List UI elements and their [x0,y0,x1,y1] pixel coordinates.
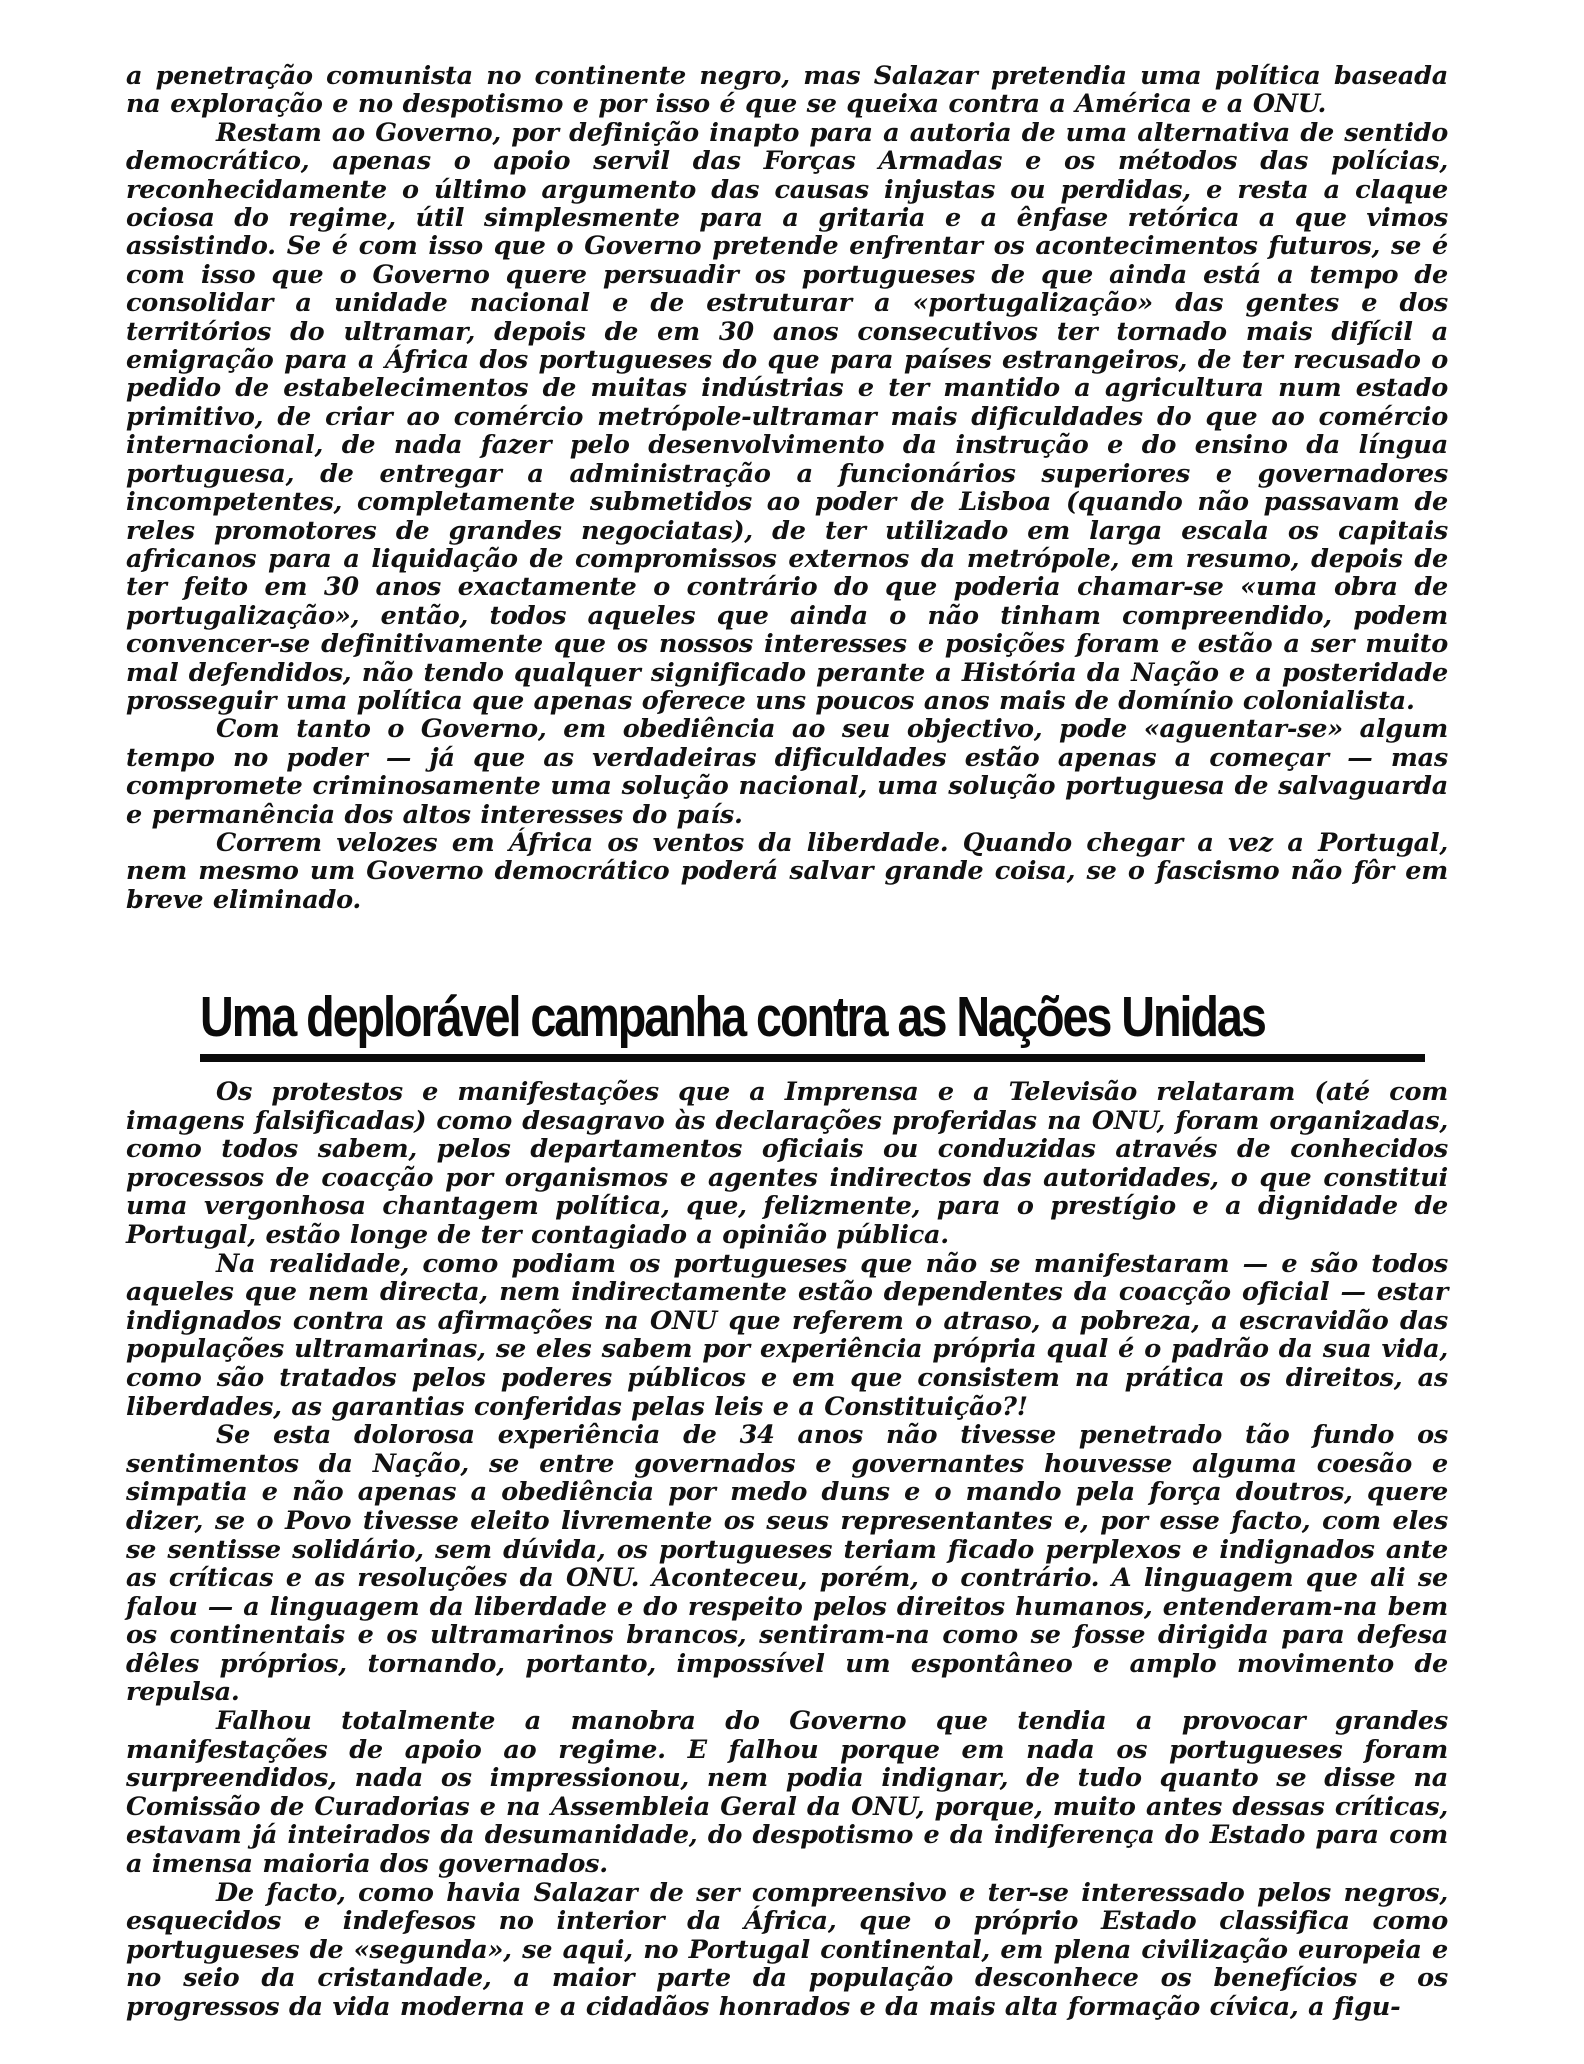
main-paragraph-5: De facto, como havia Salazar de ser compreensivo e ter-se interessado pelos negros, esquecidos e indefesos no interior da África, que o próprio Estado classifica como portugueses de «segunda», se aqui, no Portugal continental, em plena civilização europeia e no seio da cristandade, a maior parte da população desconhece os benefícios e os progressos da vida moderna e a cidadãos honrados e da mais alta formação cívica, a figu- [126,1877,1448,2022]
main-paragraph-2: Na realidade, como podiam os portugueses que não se manifestaram — e são todos aqueles que nem directa, nem indirectamente estão dependentes da coacção oficial — estar indignados contra as afirmações na ONU que referem o atraso, a pobreza, a escravidão das populações ultramarinas, se eles sabem por experiência própria qual é o padrão da sua vida, como são tratados pelos poderes públicos e em que consistem na prática os direitos, as liberdades, as garantias conferidas pelas leis e a Constituição?! [126,1248,1448,1422]
continuation-paragraph-3: Com tanto o Governo, em obediência ao seu objectivo, pode «aguentar-se» algum tempo no poder — já que as verdadeiras dificuldades estão apenas a começar — mas compromete criminosamente uma solução nacional, uma solução portuguesa de salvaguarda e permanência dos altos interesses do país. [126,714,1448,830]
continuation-paragraph-1: a penetração comunista no continente negro, mas Salazar pretendia uma política baseada na exploração e no despotismo e por isso é que se queixa contra a América e a ONU. [126,61,1448,120]
headline-block [200,984,1425,1076]
main-paragraph-3: Se esta dolorosa experiência de 34 anos não tivesse penetrado tão fundo os sentimentos da Nação, se entre governados e governantes houvesse alguma coesão e simpatia e não apenas a obediência por medo duns e o mando pela força doutros, quere dizer, se o Povo tivesse eleito livremente os seus representantes e, por esse facto, com eles se sentisse solidário, sem dúvida, os portugueses teriam ficado perplexos e indignados ante as críticas e as resoluções da ONU. Aconteceu, porém, o contrário. A linguagem que ali se falou — a linguagem da liberdade e do respeito pelos direitos humanos, entenderam-na bem os continentais e os ultramarinos brancos, sentiram-na como se fosse dirigida para defesa dêles próprios, tornando, portanto, impossível um espontâneo e amplo movimento de repulsa. [126,1420,1448,1708]
main-paragraph-4: Falhou totalmente a manobra do Governo que tendia a provocar grandes manifestações de apoio ao regime. E falhou porque em nada os portugueses foram surpreendidos, nada os impressionou, nem podia indignar, de tudo quanto se disse na Comissão de Curadorias e na Assembleia Geral da ONU, porque, muito antes dessas críticas, estavam já inteirados da desumanidade, do despotismo e da indiferença do Estado para com a imensa maioria dos governados. [126,1706,1448,1880]
headline-underline [200,1054,1425,1062]
article-continuation [126,62,1448,914]
article-headline: Uma deplorável campanha contra as Nações Unidas [200,985,1265,1049]
continuation-paragraph-4: Correm velozes em África os ventos da liberdade. Quando chegar a vez a Portugal, nem mesmo um Governo democrático poderá salvar grande coisa, se o fascismo não fôr em breve eliminado. [126,827,1448,915]
continuation-paragraph-2: Restam ao Governo, por definição inapto para a autoria de uma alternativa de sentido democrático, apenas o apoio servil das Forças Armadas e os métodos das polícias, reconhecidamente o último argumento das causas injustas ou perdidas, e resta a claque ociosa do regime, útil simplesmente para a gritaria e a ênfase retórica a que vimos assistindo. Se é com isso que o Governo pretende enfrentar os acontecimentos futuros, se é com isso que o Governo quere persuadir os portugueses de que ainda está a tempo de consolidar a unidade nacional e de estruturar a «portugalização» das gentes e dos territórios do ultramar, depois de em 30 anos consecutivos ter tornado mais difícil a emigração para a África dos portugueses do que para países estrangeiros, de ter recusado o pedido de estabelecimentos de muitas indústrias e ter mantido a agricultura num estado primitivo, de criar ao comércio metrópole-ultramar mais dificuldades do que ao comércio internacional, de nada fazer pelo desenvolvimento da instrução e do ensino da língua portuguesa, de entregar a administração a funcionários superiores e governadores incompetentes, completamente submetidos ao poder de Lisboa (quando não passavam de reles promotores de grandes negociatas), de ter utilizado em larga escala os capitais africanos para a liquidação de compromissos externos da metrópole, em resumo, depois de ter feito em 30 anos exactamente o contrário do que poderia chamar-se «uma obra de portugalização», então, todos aqueles que ainda o não tinham compreendido, podem convencer-se definitivamente que os nossos interesses e posições foram e estão a ser muito mal defendidos, não tendo qualquer significado perante a História da Nação e a posteridade prosseguir uma política que apenas oferece uns poucos anos mais de domínio colonialista. [126,117,1448,716]
article-main-body [126,1078,1448,2022]
main-paragraph-1: Os protestos e manifestações que a Imprensa e a Televisão relataram (até com imagens falsificadas) como desagravo às declarações proferidas na ONU, foram organizadas, como todos sabem, pelos departamentos oficiais ou conduzidas através de conhecidos processos de coacção por organismos e agentes indirectos das autoridades, o que constitui uma vergonhosa chantagem política, que, felizmente, para o prestígio e a dignidade de Portugal, estão longe de ter contagiado a opinião pública. [126,1077,1448,1250]
